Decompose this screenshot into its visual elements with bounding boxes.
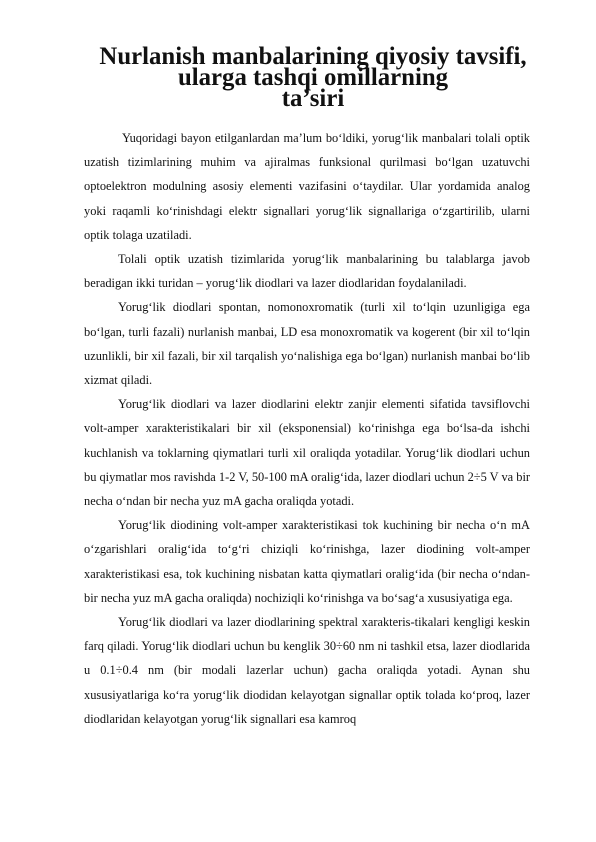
paragraph-4: Yorug‘lik diodlari va lazer diodlarini elektr zanjir elementi sifatida tavsiflovchi volt-amper xarakteristikalari bir xil (eksponensial) ko‘rinishga ega bo‘lsa-da ishchi kuchlanish va toklarning qiymatlari turli xil oraliqda yotadilar. Yorug‘lik diodlari uchun bu qiymatlar mos ravishda 1-2 V, 50-100 mA oralig‘ida, lazer diodlari uchun 2÷5 V va bir necha o‘ndan bir necha yuz mA gacha oraliqda yotadi. [84,397,531,509]
paragraph-2: Tolali optik uzatish tizimlarida yorug‘lik manbalarining bu talablarga javob beradigan ikki turidan – yorug‘lik diodlari va lazer diodlaridan foydalaniladi. [84,252,530,291]
document-title [84,43,530,112]
title-line-1: Nurlanish manbalarining qiyosiy tavsifi, ularga tashqi omillarning [99,43,527,91]
paragraph-1: Yuqoridagi bayon etilganlardan ma’lum bo‘ldiki, yorug‘lik manbalari tolali optik uzatish tizimlarining muhim va ajiralmas funksional qurilmasi bo‘lgan uzatuvchi optoelektron modulning asosiy elementi vazifasini o‘taydilar. Ular yordamida analog yoki raqamli ko‘rinishdagi elektr signallari yorug‘lik signallariga o‘zgartirilib, ularni optik tolaga uzatiladi. [84,131,530,242]
title-line-2: ta’siri [281,85,345,112]
paragraph-5: Yorug‘lik diodining volt-amper xarakteristikasi tok kuchining bir necha o‘n mA o‘zgarishlari oralig‘ida to‘g‘ri chiziqli ko‘rinishga, lazer diodining volt-amper xarakteristikasi esa, tok kuchining nisbatan katta qiymatlari oralig‘ida (bir necha o‘ndan-bir necha yuz mA gacha oraliqda) nochiziqli ko‘rinishga va bo‘sag‘a xususiyatiga ega. [84,518,530,605]
paragraph-3: Yorug‘lik diodlari spontan, nomonoxromatik (turli xil to‘lqin uzunligiga ega bo‘lgan, turli fazali) nurlanish manbai, LD esa monoxromatik va kogerent (bir xil to‘lqin uzunlikli, bir xil fazali, bir xil tarqalish yo‘nalishiga ega bo‘lgan) nurlanish manbai bo‘lib xizmat qiladi. [84,300,530,388]
document-page [84,43,531,731]
paragraph-6: Yorug‘lik diodlari va lazer diodlarining spektral xarakteris-tikalari kengligi keskin farq qiladi. Yorug‘lik diodlari uchun bu kenglik 30÷60 nm ni tashkil etsa, lazer diodlarida u 0.1÷0.4 nm (bir modali lazerlar uchun) gacha oraliqda yotadi. Aynan shu xususiyatlariga ko‘ra yorug‘lik diodidan kelayotgan signallar optik tolada ko‘proq, lazer diodlaridan kelayotgan yorug‘lik signallari esa kamroq [84,615,530,726]
